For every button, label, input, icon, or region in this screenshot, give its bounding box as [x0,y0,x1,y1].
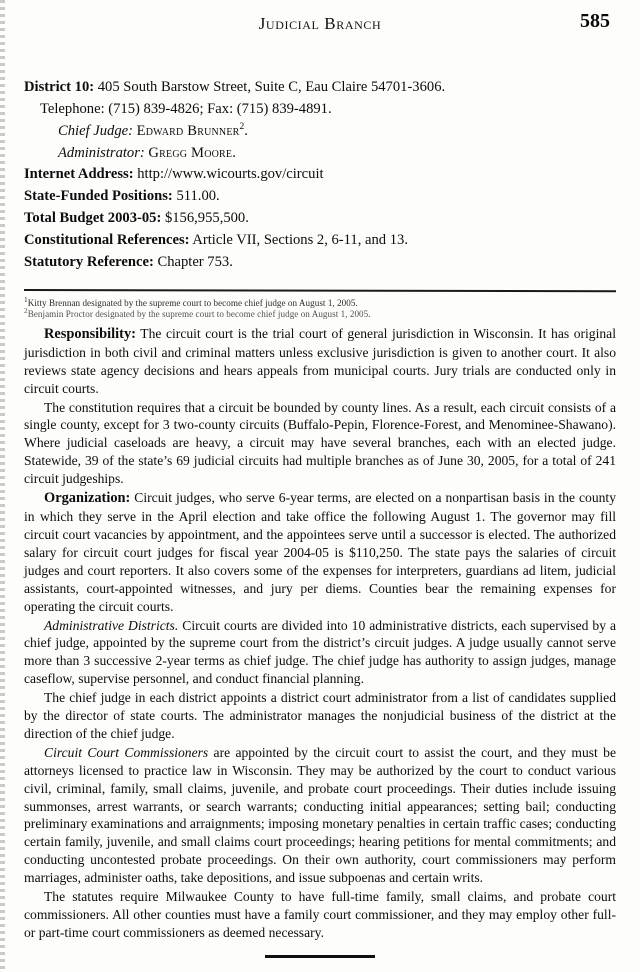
paragraph-constitution: The constitution requires that a circuit be bounded by county lines. As a result, each circuit consists of a single county, except for 3 two-county circuits (Buffalo-Pepin, Florence-Forest, and Menominee-Shawano). Where judicial caseloads are heavy, a circuit may have several branches, each with an elected judge. Statewide, 39 of the state’s 69 judicial circuits had multiple branches as of June 30, 2005, for a total of 241 circuit judgeships. [24,399,616,487]
page-title: Judicial Branch [258,14,382,33]
organization-heading: Organization: [44,490,131,507]
page-bottom-rule [265,955,375,958]
scan-edge-artifact [0,0,5,972]
administrator-trailing-punct: . [232,144,236,161]
chief-judge-name: Edward Brunner [136,122,240,139]
administrator-name: Gregg Moore [148,144,233,161]
footnote-text: Kitty Brennan designated by the supreme court to become chief judge on August 1, 2005. [27,297,358,308]
circuit-court-commissioners-text: are appointed by the circuit court to assist the court, and they must be attorneys licensed to practice law in Wisconsin. They may be authorized by the court to conduct various civil, criminal, family, small claims, juvenile, and probate court proceedings. Their duties include issuing summonses, arrest warrants, or search warrants; conducting initial appearances; setting bail; conducting preliminary examinations and arraignments; imposing monetary penalties in certain traffic cases; conducting certain family, juvenile, and small claims court proceedings; hearing petitions for mental commitments; and conducting uncontested probate proceedings. On their own authority, court commissioners may perform marriages, administer oaths, take depositions, and issue subpoenas and certain writs. [24,744,616,886]
telephone-line: Telephone: (715) 839-4826; Fax: (715) 839-4891. [40,100,332,117]
internet-address-value: http://www.wicourts.gov/circuit [133,166,324,183]
running-head [24,0,616,56]
constitutional-references-label: Constitutional References: [24,231,190,248]
chief-judge-line [24,122,616,142]
total-budget-label: Total Budget 2003-05: [24,210,162,227]
statutory-reference-line [24,253,616,273]
paragraph-circuit-court-commissioners [24,744,616,887]
paragraph-administrative-districts [24,617,616,689]
administrative-districts-heading: Administrative Districts. [44,617,179,633]
state-funded-positions-label: State-Funded Positions: [24,188,173,205]
administrative-districts-text: Circuit courts are divided into 10 administrative districts, each supervised by a chief judge, appointed by the supreme court from the district’s circuit judges. A judge usually cannot serve more than 3 successive 2-year terms as chief judge. The chief judge has authority to assign judges, manage caseflow, supervise personnel, and conduct financial planning. [24,617,616,687]
footnote-marker: 1 [24,294,28,304]
paragraph-organization [24,489,616,615]
footnote-item [24,294,616,310]
administrator-line [24,144,616,164]
footnote-item [24,306,616,321]
state-funded-positions-line [24,187,616,207]
district-directory-block [24,78,616,273]
district-address-value: 405 South Barstow Street, Suite C, Eau Claire 54701-3606. [94,79,446,95]
total-budget-value: $156,955,500. [161,210,249,227]
circuit-court-commissioners-heading: Circuit Court Commissioners [44,744,209,760]
chief-judge-label: Chief Judge: [58,122,133,139]
chief-judge-footnote-marker: 2 [239,121,245,132]
statutory-reference-value: Chapter 753. [153,253,233,270]
internet-address-label: Internet Address: [24,166,134,183]
chief-judge-trailing-punct: . [244,122,248,139]
constitutional-references-value: Article VII, Sections 2, 6-11, and 13. [189,231,408,248]
total-budget-line [24,209,616,229]
constitutional-references-line [24,231,616,251]
responsibility-text: The circuit court is the trial court of general jurisdiction in Wisconsin. It has original jurisdiction in both civil and criminal matters unless exclusive jurisdiction is given to another court. It also reviews state agency decisions and hears appeals from municipal courts. Jury trials are conducted only in circuit courts. [24,325,616,396]
paragraph-responsibility [24,325,616,398]
page-content [24,0,616,972]
footnote-separator-rule [24,289,616,292]
organization-text: Circuit judges, who serve 6-year terms, are elected on a nonpartisan basis in the county in which they serve in the April election and take office the following August 1. The governor may fill circuit court vacancies by appointment, and the appointees serve until a successor is elected. The authorized salary for circuit court judges for fiscal year 2004-05 is $110,250. The state pays the salaries of circuit judges and court reporters. It also covers some of the expenses for interpreters, guardians ad litem, judicial assistants, court-appointed witnesses, and jury per diems. Counties bear the remaining expenses for operating the circuit courts. [24,490,616,614]
footnotes-block [24,294,616,321]
statutory-reference-label: Statutory Reference: [24,253,154,270]
body-prose [24,325,616,942]
paragraph-chief-judge-appointment: The chief judge in each district appoints a district court administrator from a list of candidates supplied by the director of state courts. The administrator manages the nonjudicial business of the district at the direction of the chief judge. [24,690,616,741]
page-number: 585 [580,10,610,32]
district-label: District 10: [24,79,95,95]
administrator-label: Administrator: [58,144,145,161]
footnote-text: Benjamin Proctor designated by the supreme court to become chief judge on August 1, 2005. [27,309,371,320]
paragraph-statutes-milwaukee: The statutes require Milwaukee County to have full-time family, small claims, and probate court commissioners. All other counties must have a family court commissioner, and they may employ other full- or part-time court commissioners as deemed necessary. [24,889,616,940]
footnote-marker: 2 [24,306,28,316]
state-funded-positions-value: 511.00. [172,188,220,205]
district-address-line [24,78,616,98]
internet-address-line [24,165,616,185]
responsibility-heading: Responsibility: [44,325,136,342]
